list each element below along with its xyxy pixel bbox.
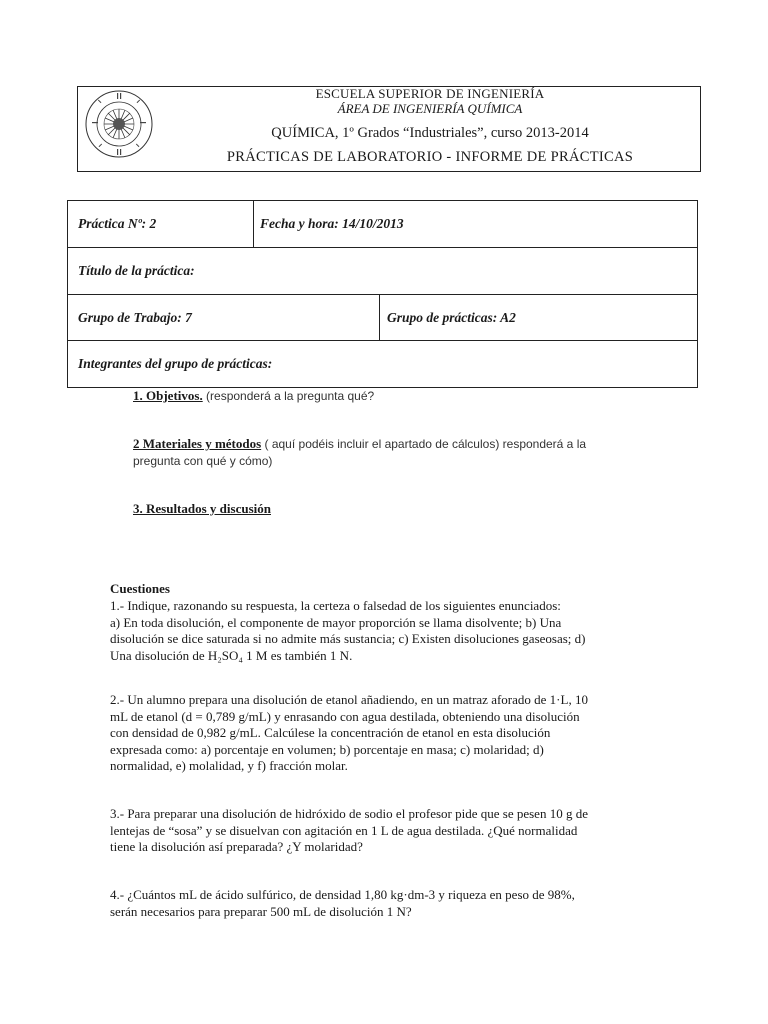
table-divider xyxy=(67,294,698,295)
question-line: serán necesarios para preparar 500 mL de disolución 1 N? xyxy=(110,903,412,919)
course-title: QUÍMICA, 1º Grados “Industriales”, curso 2013-2014 xyxy=(271,125,589,141)
section-materiales xyxy=(133,436,586,469)
table-divider xyxy=(379,294,380,340)
integrantes: Integrantes del grupo de prácticas: xyxy=(78,356,273,371)
question-4 xyxy=(110,887,575,920)
question-line: disolución se dice saturada si no admite más sustancia; c) Existen disoluciones gaseosas; d) xyxy=(110,631,586,646)
question-2 xyxy=(110,692,588,775)
section-text: (responderá a la pregunta qué? xyxy=(202,389,375,403)
cuestiones-title: Cuestiones xyxy=(110,581,170,596)
section-title: 2 Materiales y métodos xyxy=(133,436,262,451)
grupo-practicas: Grupo de prácticas: A2 xyxy=(387,310,516,325)
question-line: lentejas de “sosa” y se disuelvan con agitación en 1 L de agua destilada. ¿Qué normalidad xyxy=(110,822,578,838)
practica-number: Práctica Nº: 2 xyxy=(78,216,157,231)
question-line: 2.- Un alumno prepara una disolución de etanol añadiendo, en un matraz aforado de 1·L, 10 xyxy=(110,692,588,707)
section-objetivos xyxy=(133,388,374,405)
question-line: a) En toda disolución, el componente de mayor proporción se llama disolvente; b) Una xyxy=(110,614,562,630)
titulo-practica: Título de la práctica: xyxy=(78,263,195,278)
section-title: 1. Objetivos. xyxy=(133,388,203,403)
question-line: 1.- Indique, razonando su respuesta, la certeza o falsedad de los siguientes enunciados: xyxy=(110,598,561,613)
question-1 xyxy=(110,598,585,664)
question-line: normalidad, e) molalidad, y f) fracción molar. xyxy=(110,758,348,773)
question-line: tiene la disolución así preparada? ¿Y molaridad? xyxy=(110,839,363,854)
fecha-hora: Fecha y hora: 14/10/2013 xyxy=(260,216,404,231)
grupo-trabajo: Grupo de Trabajo: 7 xyxy=(78,310,192,325)
section-resultados: 3. Resultados y discusión xyxy=(133,501,271,516)
question-line: 3.- Para preparar una disolución de hidróxido de sodio el profesor pide que se pesen 10 g de xyxy=(110,806,588,821)
table-divider xyxy=(253,200,254,247)
question-line: mL de etanol (d = 0,789 g/mL) y enrasando con agua destilada, obteniendo una disolución xyxy=(110,708,580,724)
section-text: pregunta con qué y cómo) xyxy=(133,453,273,468)
section-text: ( aquí podéis incluir el apartado de cálculos) responderá a la xyxy=(261,437,587,451)
question-line: Una disolución de H₂SO₄ 1 M es también 1 N. xyxy=(110,647,353,663)
school-name: ESCUELA SUPERIOR DE INGENIERÍA xyxy=(315,86,545,101)
question-3 xyxy=(110,806,588,856)
university-seal-logo xyxy=(84,89,154,159)
question-line: 4.- ¿Cuántos mL de ácido sulfúrico, de densidad 1,80 kg·dm-3 y riqueza en peso de 98%, xyxy=(110,887,575,902)
report-title: PRÁCTICAS DE LABORATORIO - INFORME DE PRÁCTICAS xyxy=(226,149,634,165)
table-divider xyxy=(67,247,698,248)
question-line: con densidad de 0,982 g/mL. Calcúlese la concentración de etanol en esta disolución xyxy=(110,725,551,740)
table-divider xyxy=(67,340,698,341)
question-line: expresada como: a) porcentaje en volumen; b) porcentaje en masa; c) molaridad; d) xyxy=(110,741,544,757)
area-name: ÁREA DE INGENIERÍA QUÍMICA xyxy=(337,101,523,116)
